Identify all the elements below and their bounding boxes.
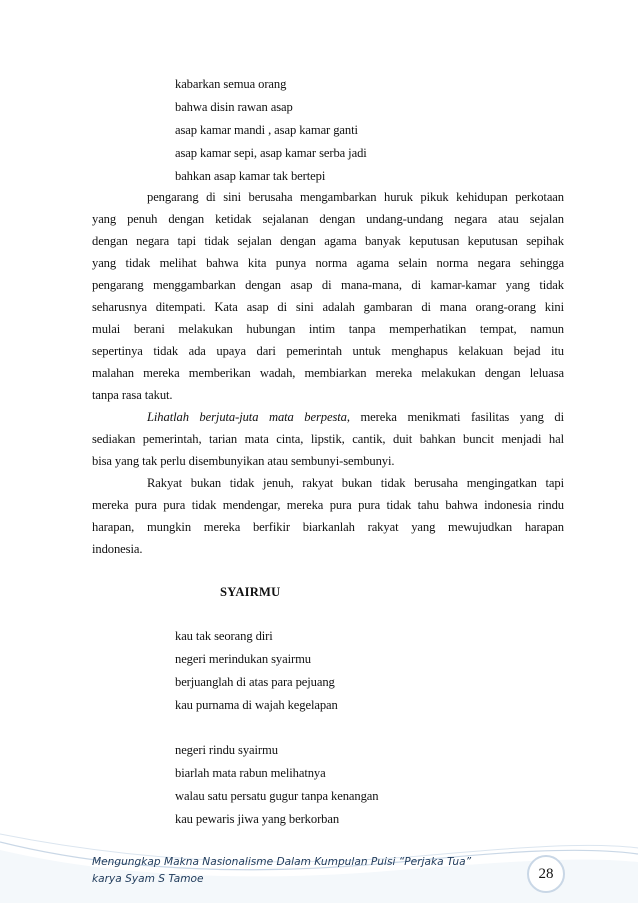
paragraph-line: mereka pura pura tidak mendengar, mereka pura pura tidak tahu bahwa indonesia rindu bbox=[92, 498, 564, 512]
poem-line: negeri merindukan syairmu bbox=[175, 652, 311, 666]
paragraph-line: bisa yang tak perlu disembunyikan atau sembunyi-sembunyi. bbox=[92, 454, 395, 468]
paragraph-line: sediakan pemerintah, tarian mata cinta, lipstik, cantik, duit bahkan buncit menjadi hal bbox=[92, 432, 564, 446]
paragraph-line: seharusnya ditempati. Kata asap di sini adalah gambaran di mana orang-orang kini bbox=[92, 300, 564, 314]
paragraph-line: dengan negara tapi tidak sejalan dengan agama banyak keputusan keputusan sepihak bbox=[92, 234, 564, 248]
poem-line: kau tak seorang diri bbox=[175, 629, 273, 643]
paragraph-line: tanpa rasa takut. bbox=[92, 388, 173, 402]
paragraph-line: pengarang menggambarkan dengan asap di mana-mana, di kamar-kamar yang tidak bbox=[92, 278, 564, 292]
poem-line: negeri rindu syairmu bbox=[175, 743, 278, 757]
paragraph-line: mulai berani melakukan hubungan intim tanpa memperhatikan tempat, namun bbox=[92, 322, 564, 336]
footer-book-title: Mengungkap Makna Nasionalisme Dalam Kumpulan Puisi “Perjaka Tua” bbox=[92, 856, 472, 868]
paragraph-line: yang tidak melihat bahwa kita punya norma agama selain norma negara sehingga bbox=[92, 256, 564, 270]
paragraph-line: indonesia. bbox=[92, 542, 143, 556]
poem-line: bahwa disin rawan asap bbox=[175, 100, 293, 114]
poem-line: biarlah mata rabun melihatnya bbox=[175, 766, 326, 780]
poem-line: bahkan asap kamar tak bertepi bbox=[175, 169, 326, 183]
paragraph-line: yang penuh dengan ketidak sejalanan dengan undang-undang negara atau sejalan bbox=[92, 212, 564, 226]
poem-line: walau satu persatu gugur tanpa kenangan bbox=[175, 789, 379, 803]
page-number-badge: 28 bbox=[527, 855, 565, 893]
section-title: SYAIRMU bbox=[220, 585, 281, 599]
paragraph-line: Rakyat bukan tidak jenuh, rakyat bukan tidak berusaha mengingatkan tapi bbox=[147, 476, 564, 490]
poem-line: asap kamar mandi , asap kamar ganti bbox=[175, 123, 358, 137]
poem-line: kabarkan semua orang bbox=[175, 77, 287, 91]
italic-quote: Lihatlah berjuta-juta mata berpesta bbox=[147, 410, 347, 424]
paragraph-line: harapan, mungkin mereka berfikir biarkanlah rakyat yang mewujudkan harapan bbox=[92, 520, 564, 534]
footer-author: karya Syam S Tamoe bbox=[92, 873, 204, 885]
paragraph-line bbox=[147, 410, 564, 425]
poem-line: kau purnama di wajah kegelapan bbox=[175, 698, 338, 712]
paragraph-line: pengarang di sini berusaha mengambarkan huruk pikuk kehidupan perkotaan bbox=[147, 190, 564, 204]
paragraph-line: sepertinya tidak ada upaya dari pemerintah untuk menghapus kelakuan bejad itu bbox=[92, 344, 564, 358]
paragraph-text: , mereka menikmati fasilitas yang di bbox=[346, 410, 565, 424]
paragraph-line: malahan mereka memberikan wadah, membiarkan mereka melakukan dengan leluasa bbox=[92, 366, 564, 380]
poem-line: kau pewaris jiwa yang berkorban bbox=[175, 812, 340, 826]
poem-line: berjuanglah di atas para pejuang bbox=[175, 675, 335, 689]
poem-line: asap kamar sepi, asap kamar serba jadi bbox=[175, 146, 367, 160]
